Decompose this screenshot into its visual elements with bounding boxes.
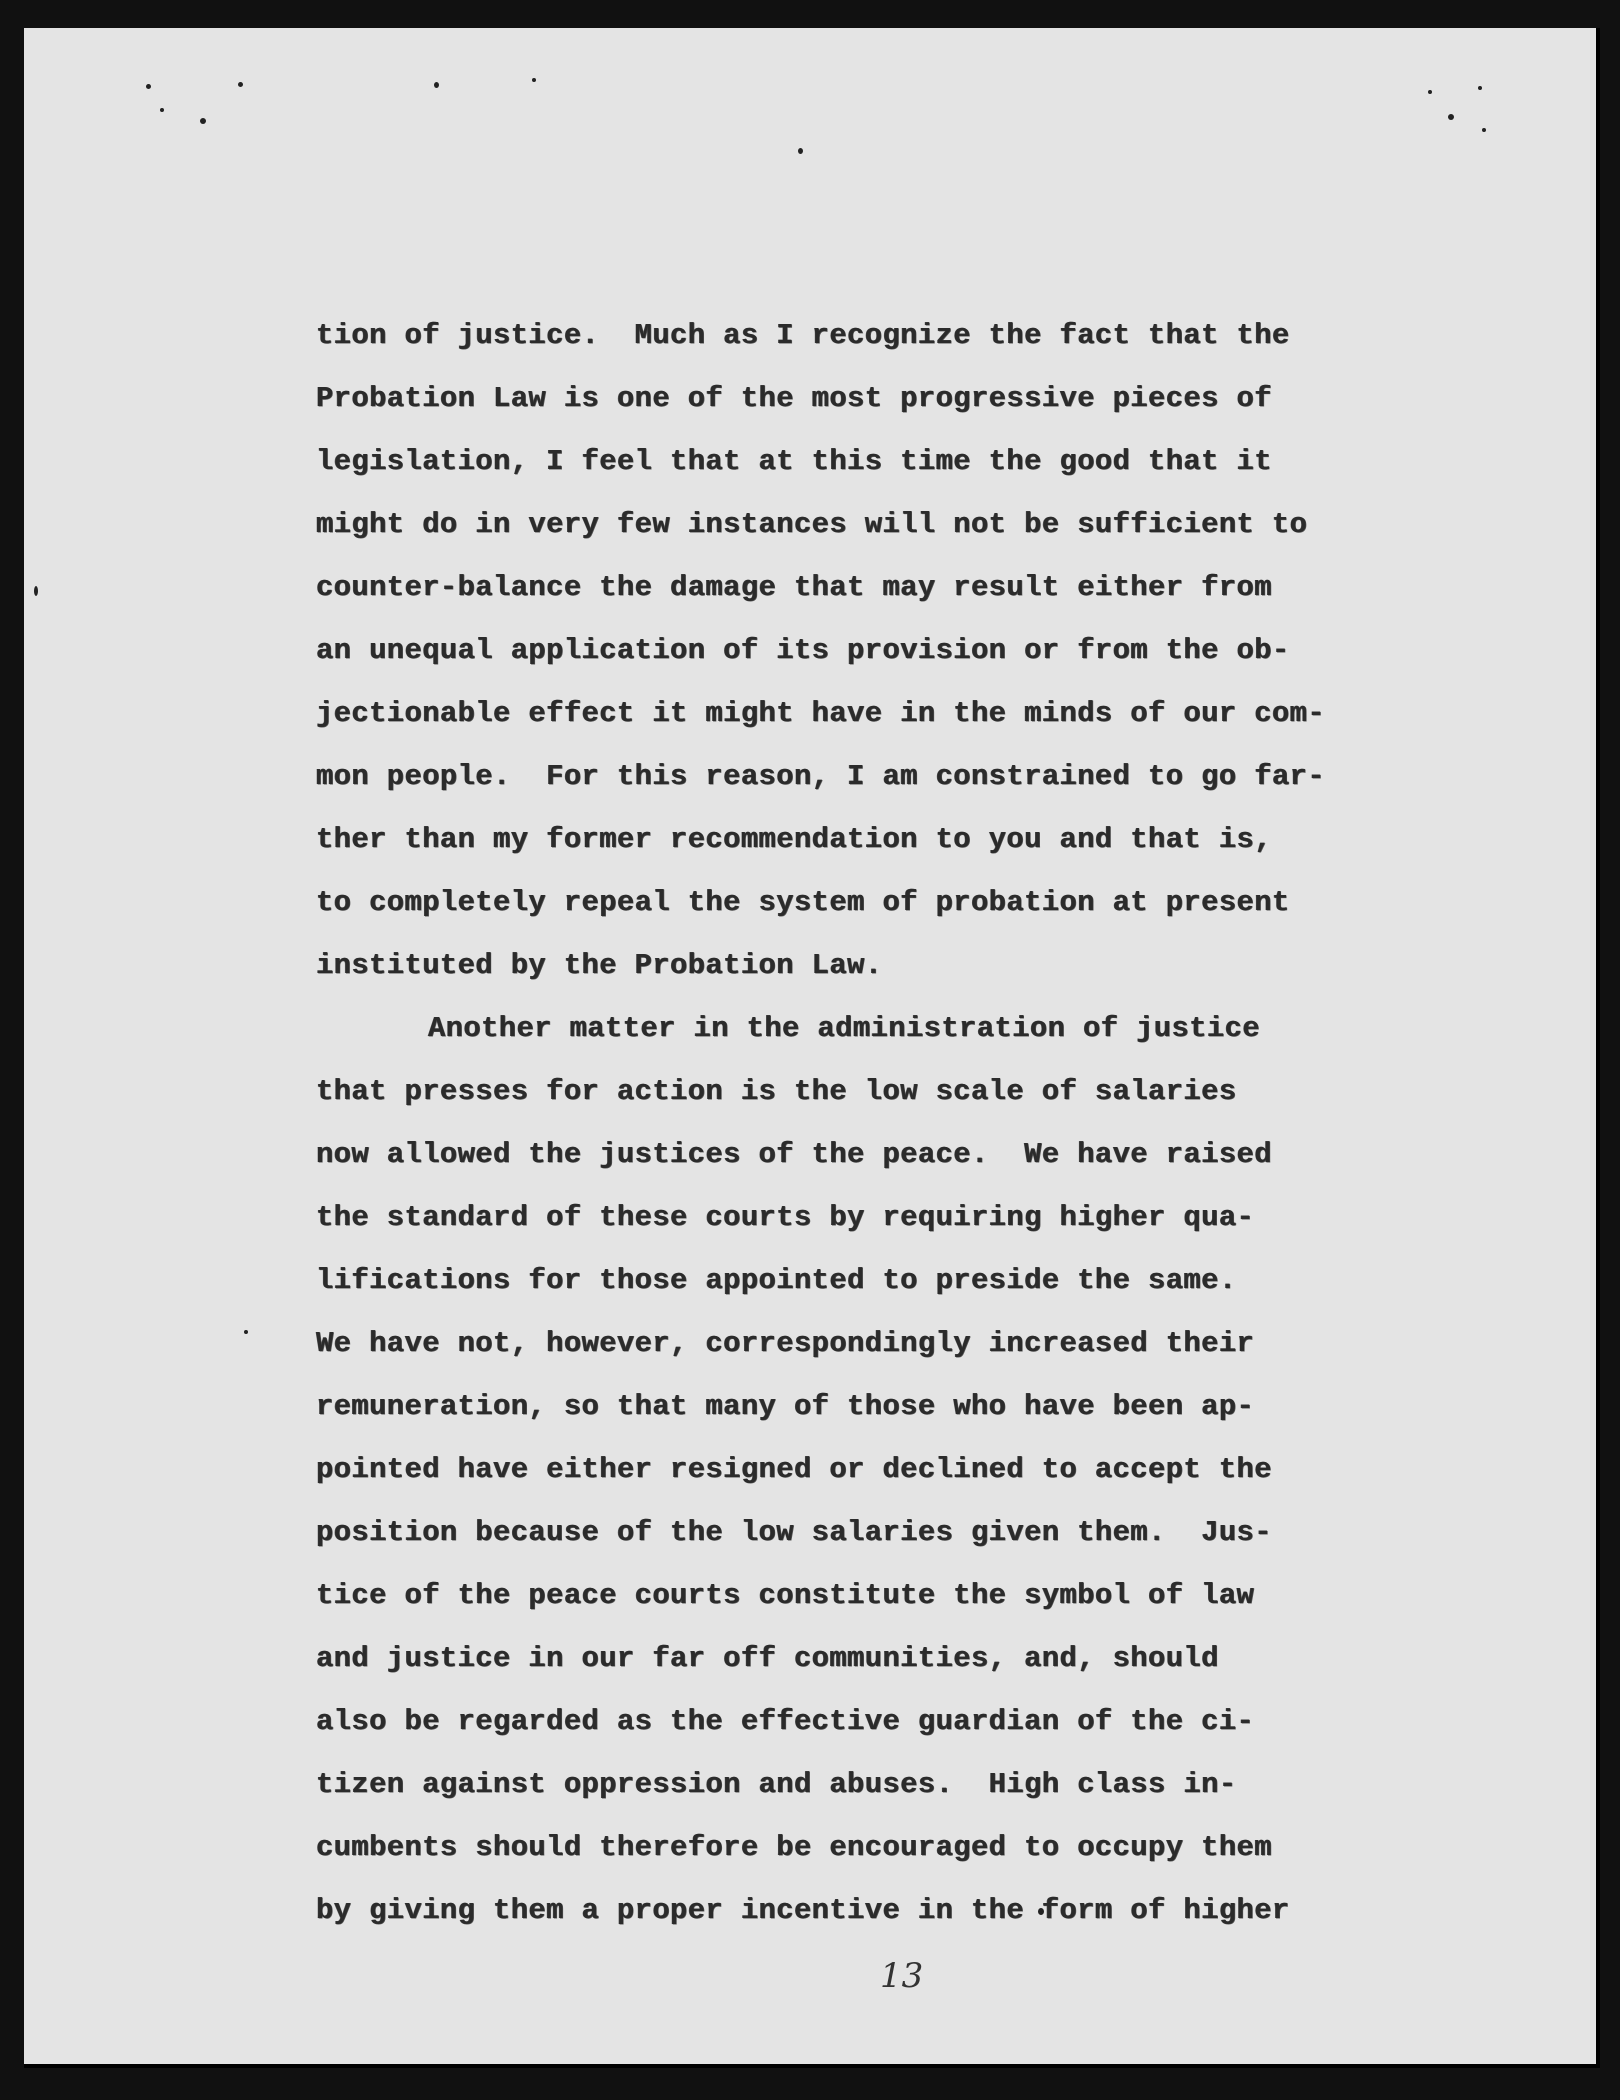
text-line: legislation, I feel that at this time the good that it <box>316 445 1272 478</box>
text-line: pointed have either resigned or declined to accept the <box>316 1453 1272 1486</box>
text-line: counter-balance the damage that may result either from <box>316 571 1272 604</box>
paragraph <box>316 304 1456 997</box>
text-line: by giving them a proper incentive in the form of higher <box>316 1894 1290 1927</box>
scan-speck <box>1478 86 1482 90</box>
text-line: lifications for those appointed to preside the same. <box>316 1264 1237 1297</box>
text-line: position because of the low salaries given them. Jus- <box>316 1516 1272 1549</box>
scan-speck <box>532 78 536 82</box>
text-line: now allowed the justices of the peace. We have raised <box>316 1138 1272 1171</box>
scan-speck <box>244 1330 248 1334</box>
text-line: tion of justice. Much as I recognize the fact that the <box>316 319 1290 352</box>
text-line: might do in very few instances will not be sufficient to <box>316 508 1308 541</box>
page-number: 13 <box>880 1956 924 1996</box>
scan-speck <box>1482 128 1486 132</box>
text-line: ther than my former recommendation to you and that is, <box>316 823 1272 856</box>
text-line: to completely repeal the system of probation at present <box>316 886 1290 919</box>
text-line: and justice in our far off communities, and, should <box>316 1642 1219 1675</box>
text-line: cumbents should therefore be encouraged to occupy them <box>316 1831 1272 1864</box>
text-line: the standard of these courts by requiring higher qua- <box>316 1201 1255 1234</box>
scan-speck <box>34 586 38 596</box>
text-line: Probation Law is one of the most progressive pieces of <box>316 382 1272 415</box>
text-line: remuneration, so that many of those who have been ap- <box>316 1390 1255 1423</box>
scan-speck <box>200 118 206 124</box>
text-line: We have not, however, correspondingly increased their <box>316 1327 1255 1360</box>
text-line: tizen against oppression and abuses. High class in- <box>316 1768 1237 1801</box>
scan-speck <box>1428 90 1432 94</box>
scan-speck <box>434 82 439 88</box>
text-line: Another matter in the administration of justice <box>428 1012 1261 1045</box>
paragraph <box>316 997 1456 1942</box>
scan-speck <box>238 82 243 87</box>
text-line: also be regarded as the effective guardian of the ci- <box>316 1705 1255 1738</box>
text-line: that presses for action is the low scale of salaries <box>316 1075 1237 1108</box>
text-line: jectionable effect it might have in the minds of our com- <box>316 697 1326 730</box>
text-line: an unequal application of its provision or from the ob- <box>316 634 1290 667</box>
text-line: mon people. For this reason, I am constrained to go far- <box>316 760 1326 793</box>
scan-speck <box>146 84 151 89</box>
text-line: instituted by the Probation Law. <box>316 949 883 982</box>
document-page <box>24 28 1600 2068</box>
text-line: tice of the peace courts constitute the symbol of law <box>316 1579 1255 1612</box>
body-text <box>316 304 1456 1942</box>
scan-speck <box>160 108 164 112</box>
scan-speck <box>1448 114 1454 120</box>
scan-speck <box>798 148 803 154</box>
